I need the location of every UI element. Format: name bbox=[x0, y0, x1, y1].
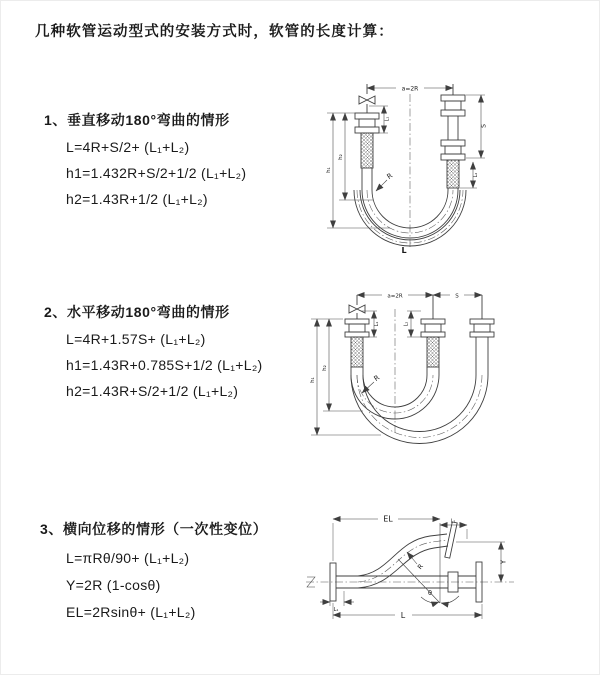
dim-label-h2: h₂ bbox=[322, 365, 328, 371]
radius-label: R bbox=[372, 373, 382, 384]
page-title: 几种软管运动型式的安装方式时，软管的长度计算： bbox=[35, 24, 394, 40]
diagram-horizontal-180-bend bbox=[303, 283, 503, 448]
dim-label-width: a=2R bbox=[401, 85, 419, 93]
dim-label-width: a=2R bbox=[387, 293, 403, 300]
section-1-formula-h2: h2=1.43R+1/2 (L₁+L₂) bbox=[66, 191, 208, 207]
section-3-heading: 3、横向位移的情形（一次性变位） bbox=[40, 521, 268, 537]
section-1-heading: 1、垂直移动180°弯曲的情形 bbox=[44, 112, 230, 128]
section-2-heading: 2、水平移动180°弯曲的情形 bbox=[44, 304, 230, 320]
dim-label-h1: h₁ bbox=[310, 377, 316, 383]
length-label: L bbox=[401, 246, 407, 255]
section-3-formula-el: EL=2Rsinθ+ (L₁+L₂) bbox=[66, 604, 196, 620]
section-3-formula-length: L=πRθ/90+ (L₁+L₂) bbox=[66, 550, 190, 566]
dim-label-l1: L₁ bbox=[384, 116, 391, 122]
hose-assembly bbox=[345, 295, 494, 444]
section-2-formula-length: L=4R+1.57S+ (L₁+L₂) bbox=[66, 331, 206, 347]
section-3-formula-offset: Y=2R (1-cosθ) bbox=[66, 577, 161, 593]
dim-label-h2: h₂ bbox=[338, 154, 344, 160]
dim-label-l1: L₁ bbox=[374, 321, 380, 327]
dim-label-h1: h₁ bbox=[326, 167, 332, 173]
dimension-lines bbox=[320, 519, 505, 619]
dim-label-l2: L₂ bbox=[403, 321, 410, 327]
section-1-formula-h1: h1=1.432R+S/2+1/2 (L₁+L₂) bbox=[66, 165, 247, 181]
radius-label: R bbox=[385, 171, 395, 182]
dim-label-l2: L₂ bbox=[450, 518, 456, 525]
radius-label: R bbox=[415, 562, 425, 572]
dimension-lines bbox=[311, 295, 482, 435]
diagram-vertical-180-bend bbox=[315, 70, 505, 255]
dim-label-s: S bbox=[455, 293, 459, 300]
section-2-formula-h1: h1=1.43R+0.785S+1/2 (L₁+L₂) bbox=[66, 357, 263, 373]
diagram-lateral-displacement bbox=[300, 503, 530, 633]
dim-label-s: S bbox=[480, 124, 488, 128]
valve-icon bbox=[349, 305, 365, 313]
dim-label-y: Y bbox=[499, 559, 508, 565]
dim-label-l: L bbox=[400, 611, 406, 620]
angle-label: θ bbox=[428, 589, 432, 597]
valve-icon bbox=[359, 96, 375, 104]
section-1-formula-length: L=4R+S/2+ (L₁+L₂) bbox=[66, 139, 190, 155]
hose-assembly bbox=[330, 522, 482, 603]
dim-label-el: EL bbox=[383, 514, 393, 524]
dim-label-l2: L₂ bbox=[473, 172, 479, 178]
dim-label-l1: L₁ bbox=[333, 607, 339, 613]
section-2-formula-h2: h2=1.43R+S/2+1/2 (L₁+L₂) bbox=[66, 383, 239, 399]
